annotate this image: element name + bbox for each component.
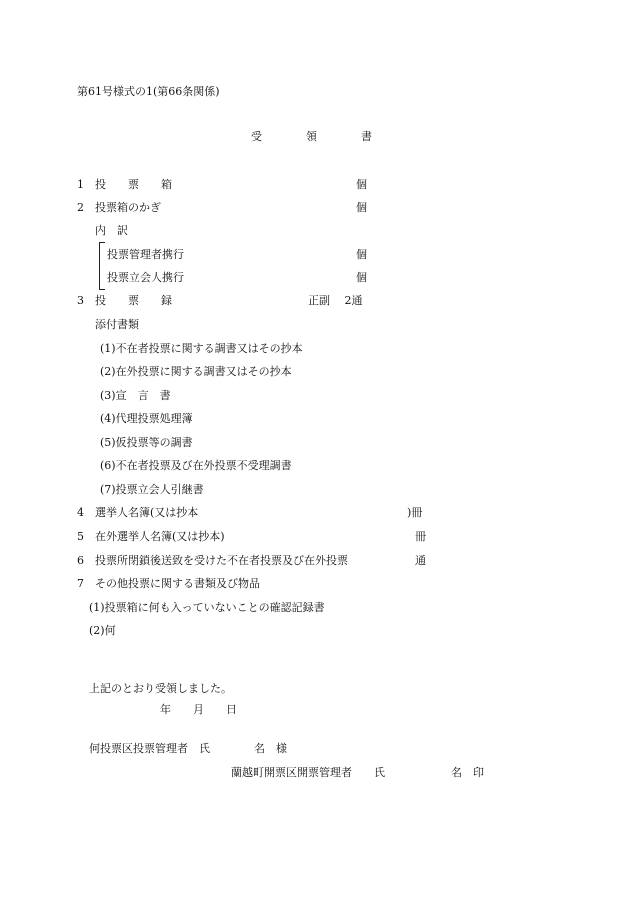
breakdown-title: 内 訳 — [95, 224, 128, 237]
item-5-unit: 冊 — [415, 530, 426, 543]
item-3-label: 投 票 録 — [95, 294, 172, 307]
breakdown-manager-label: 投票管理者携行 — [107, 248, 184, 261]
item-7-label: その他投票に関する書類及び物品 — [95, 577, 260, 590]
receipt-statement: 上記のとおり受領しました。 — [89, 682, 232, 695]
attachment-item: (1)不在者投票に関する調書又はその抄本 — [100, 342, 303, 355]
breakdown-witness-unit: 個 — [356, 271, 367, 284]
item-4-number: 4 — [77, 506, 84, 519]
other-item: (1)投票箱に何も入っていないことの確認記録書 — [89, 601, 325, 614]
date-line: 年 月 日 — [160, 703, 237, 716]
item-1-number: 1 — [77, 178, 84, 191]
item-6-unit: 通 — [415, 554, 426, 567]
item-7-number: 7 — [77, 577, 84, 590]
item-1-unit: 個 — [356, 178, 367, 191]
attachment-item: (7)投票立会人引継書 — [100, 483, 204, 496]
item-4-unit: )冊 — [407, 506, 423, 519]
item-5-label: 在外選挙人名簿(又は抄本) — [95, 530, 225, 543]
attachment-item: (4)代理投票処理簿 — [100, 412, 193, 425]
attachment-item: (3)宣 言 書 — [100, 389, 171, 402]
addressee: 何投票区投票管理者 氏 名 様 — [89, 742, 287, 755]
sender-signature: 蘭越町開票区開票管理者 氏 名 印 — [231, 766, 484, 779]
item-6-label: 投票所閉鎖後送致を受けた不在者投票及び在外投票 — [95, 554, 348, 567]
item-6-number: 6 — [77, 554, 84, 567]
item-5-number: 5 — [77, 530, 84, 543]
attachment-item: (6)不在者投票及び在外投票不受理調書 — [100, 459, 292, 472]
item-2-unit: 個 — [356, 201, 367, 214]
attachment-item: (2)在外投票に関する調書又はその抄本 — [100, 365, 292, 378]
item-2-label: 投票箱のかぎ — [95, 201, 161, 214]
attachments-title: 添付書類 — [95, 318, 139, 331]
breakdown-manager-unit: 個 — [356, 248, 367, 261]
breakdown-witness-label: 投票立会人携行 — [107, 271, 184, 284]
other-item: (2)何 — [89, 624, 116, 637]
document-title: 受 領 書 — [251, 130, 372, 143]
item-2-number: 2 — [77, 201, 84, 214]
item-3-unit: 正副 2通 — [308, 294, 363, 307]
item-4-label: 選挙人名簿(又は抄本 — [95, 506, 199, 519]
attachment-item: (5)仮投票等の調書 — [100, 436, 193, 449]
form-number: 第61号様式の1(第66条関係) — [77, 85, 220, 98]
item-1-label: 投 票 箱 — [95, 178, 172, 191]
item-3-number: 3 — [77, 294, 84, 307]
breakdown-bracket — [99, 242, 105, 290]
